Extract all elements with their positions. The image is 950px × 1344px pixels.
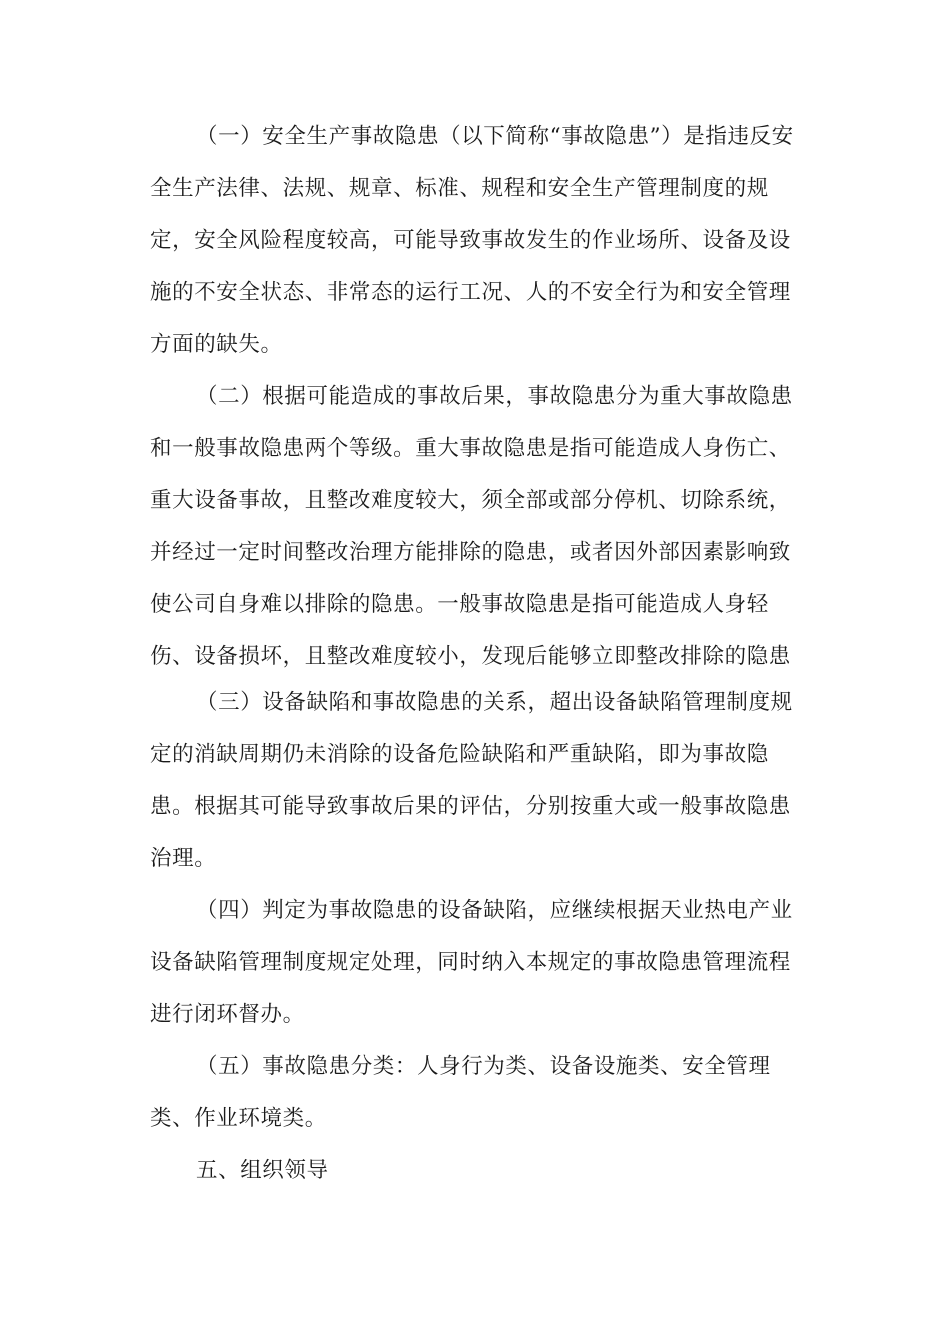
paragraph-5-line-1: （五）事故隐患分类：人身行为类、设备设施类、安全管理	[196, 1054, 771, 1079]
paragraph-4-line-3: 进行闭环督办。	[150, 1002, 305, 1027]
paragraph-4-line-2: 设备缺陷管理制度规定处理，同时纳入本规定的事故隐患管理流程	[150, 950, 791, 975]
paragraph-1-line-2: 全生产法律、法规、规章、标准、规程和安全生产管理制度的规	[150, 176, 769, 201]
section-heading: 五、组织领导	[196, 1158, 329, 1183]
paragraph-1-line-4: 施的不安全状态、非常态的运行工况、人的不安全行为和安全管理	[150, 280, 791, 305]
paragraph-3-line-3: 患。根据其可能导致事故后果的评估，分别按重大或一般事故隐患	[150, 794, 791, 819]
paragraph-3-line-2: 定的消缺周期仍未消除的设备危险缺陷和严重缺陷，即为事故隐	[150, 742, 769, 767]
paragraph-2-line-1: （二）根据可能造成的事故后果，事故隐患分为重大事故隐患	[196, 384, 793, 409]
paragraph-2-line-4: 并经过一定时间整改治理方能排除的隐患，或者因外部因素影响致	[150, 540, 791, 565]
paragraph-1-line-1: （一）安全生产事故隐患（以下简称“事故隐患”）是指违反安	[196, 124, 794, 149]
paragraph-1-line-5: 方面的缺失。	[150, 332, 283, 357]
paragraph-5-line-2: 类、作业环境类。	[150, 1106, 327, 1131]
paragraph-2-line-5: 使公司自身难以排除的隐患。一般事故隐患是指可能造成人身轻	[150, 592, 769, 617]
paragraph-2-line-3: 重大设备事故，且整改难度较大，须全部或部分停机、切除系统，	[150, 488, 791, 513]
paragraph-3-line-1: （三）设备缺陷和事故隐患的关系，超出设备缺陷管理制度规	[196, 690, 793, 715]
paragraph-4-line-1: （四）判定为事故隐患的设备缺陷，应继续根据天业热电产业	[196, 898, 793, 923]
paragraph-2-line-6: 伤、设备损坏，且整改难度较小，发现后能够立即整改排除的隐患	[150, 644, 791, 669]
paragraph-2-line-2: 和一般事故隐患两个等级。重大事故隐患是指可能造成人身伤亡、	[150, 436, 791, 461]
paragraph-1-line-3: 定，安全风险程度较高，可能导致事故发生的作业场所、设备及设	[150, 228, 791, 253]
paragraph-3-line-4: 治理。	[150, 846, 217, 871]
